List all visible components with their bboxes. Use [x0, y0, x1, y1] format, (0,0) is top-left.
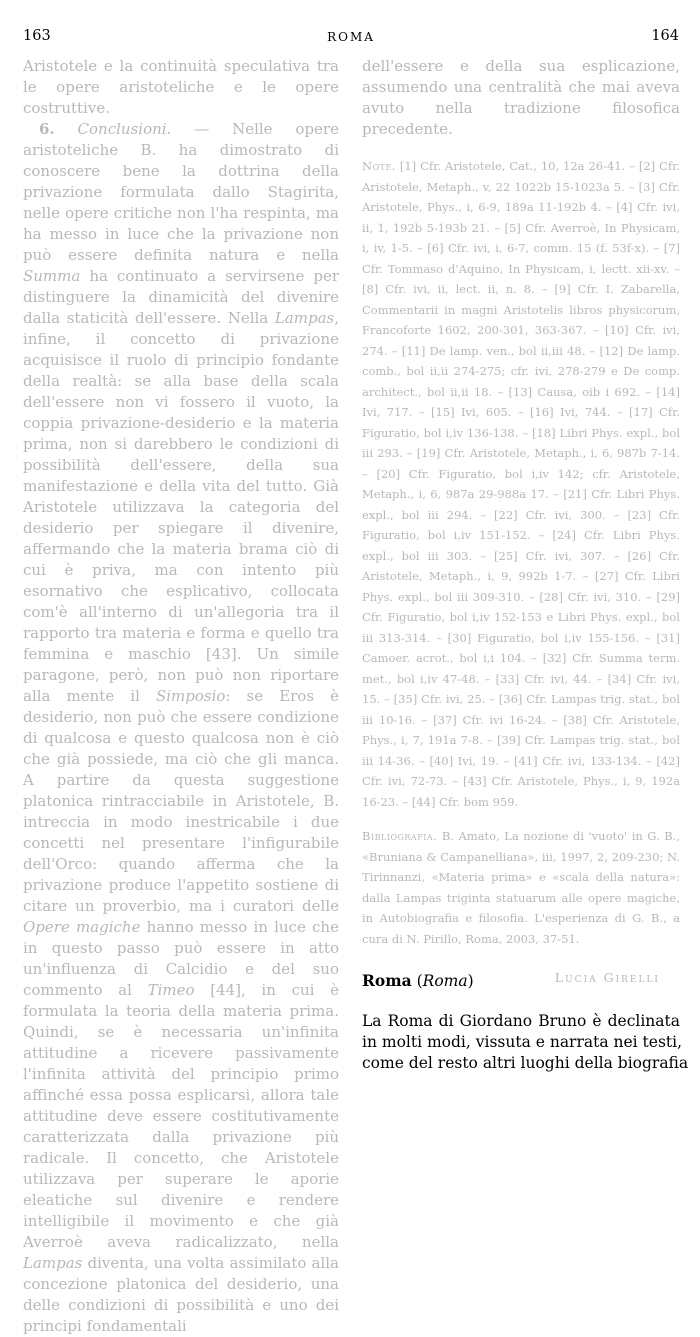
- section-text: — Nelle opere aristoteliche B. ha dimostrato di conoscere bene la dottrina della privazione formulata dallo Stagirita, nelle opere critiche non l'ha respinta, ma ha messo in luce che la privazione non può essere definita natura e nella: [23, 120, 339, 264]
- entry-line: in molti modi, vissuta e narrata nei testi,: [362, 1033, 683, 1051]
- page-header: [23, 26, 679, 48]
- author-signature: Lucia Girelli: [554, 970, 660, 985]
- section-text: ha continuato a servirsene per distinguere la dinamicità del divenire dalla staticità dell'essere. Nella: [23, 267, 339, 327]
- entry-title-italic: Roma: [422, 972, 468, 990]
- entry-title: Roma (Roma): [362, 971, 474, 990]
- section-number: 6.: [39, 120, 55, 138]
- paragraph-continuation: Aristotele e la continuità speculativa tra le opere aristoteliche e le opere costruttive.: [23, 57, 339, 117]
- page-number-left: 163: [23, 28, 51, 44]
- section-text: : se Eros è desiderio, non può che essere condizione di qualcosa e questo qualcosa non è ciò che già possiede, ma ciò che gli manca. A partire da questa suggestione platonica rintracciabile in Aristotele, B. intreccia in modo inestricabile i due concetti nel presentare l'infigurabile dell'Orco: quando afferma che la privazione produce l'appetito sostiene di citare un proverbio, ma i curatori delle: [23, 687, 339, 915]
- notes-text: [1] Cfr. Aristotele, Cat., 10, 12a 26-41. – [2] Cfr. Aristotele, Metaph., v, 22 1022b 15-1023a 5. – [3] Cfr. Aristotele, Phys., i, 6-9, 189a 11-192b 4. – [4] Cfr. ivi, ii, 1, 192b 5-193b 21. – [5] Cfr. Averroè, In Physicam, i, iv, 1-5. – [6] Cfr. ivi, i, 6-7, comm. 15 (f. 53f-x). – [7] Cfr. Tommaso d'Aquino, In Physicam, i, lectt. xii-xv. – [8] Cfr. ivi, ii, lect. ii, n. 8. – [9] Cfr. I. Zabarella, Commentarii in magni Aristotelis libros physicorum, Francoforte 1602, 200-301, 363-367. – [10] Cfr. ivi, 274. – [11] De lamp. ven., bol ii,iii 48. – [12] De lamp. comb., bol ii,ii 274-275; cfr. ivi, 278-279 e De comp. architect., bol ii,ii 18. – [13] Causa, oib i 692. – [14] Ivi, 717. – [15] Ivi, 605. – [16] Ivi, 744. – [17] Cfr. Figuratio, bol i,iv 136-138. – [18] Libri Phys. expl., bol iii 293. – [19] Cfr. Aristotele, Metaph., i, 6, 987b 7-14. – [20] Cfr. Figuratio, bol i,iv 142; cfr. Aristotele, Metaph., i, 6, 987a 29-988a 17. – [21] Cfr. Libri Phys. expl., bol iii 294. – [22] Cfr. ivi, 300. – [23] Cfr. Figuratio, bol i,iv 151-152. – [24] Cfr. Libri Phys. expl., bol iii 303. – [25] Cfr. ivi, 307. – [26] Cfr. Aristotele, Metaph., i, 9, 992b 1-7. – [27] Cfr. Libri Phys. expl., bol iii 309-310. – [28] Cfr. ivi, 310. – [29] Cfr. Figuratio, bol i,iv 152-153 e Libri Phys. expl., bol iii 313-314. – [30] Figuratio, bol i,iv 155-156. – [31] Camoer. acrot., bol i,i 104. – [32] Cfr. Summa term. met., bol i,iv 47-48. – [33] Cfr. ivi, 44. – [34] Cfr. ivi, 15. – [35] Cfr. ivi, 25. – [36] Cfr. Lampas trig. stat., bol iii 10-16. – [37] Cfr. ivi 16-24. – [38] Cfr. Aristotele, Phys., i, 7, 191a 7-8. – [39] Cfr. Lampas trig. stat., bol iii 14-36. – [40] Ivi, 19. – [41] Cfr. ivi, 133-134. – [42] Cfr. ivi, 72-73. – [43] Cfr. Aristotele, Phys., i, 9, 192a 16-23. – [44] Cfr. bom 959.: [362, 159, 680, 809]
- section-text: diventa, una volta assimilato alla concezione platonica del desiderio, una delle condizioni di possibilità e uno dei principi fondamentali: [23, 1254, 339, 1335]
- lampas-title: Lampas: [23, 1254, 83, 1272]
- lampas-title: Lampas: [274, 309, 335, 327]
- summa-title: Summa: [23, 267, 81, 285]
- timeo-title: Timeo: [147, 981, 195, 999]
- conclusions-paragraph: [23, 119, 339, 1337]
- section-text: [44], in cui è formulata la teoria della materia prima. Quindi, se è necessaria un'infinita attitudine a ricevere passivamente l'infinita attività del principio primo affinché essa possa esplicarsi, allora tale attitudine deve essere costitutivamente caratterizzata dalla privazione più radicale. Il concetto, che Aristotele utilizzava per superare le aporie eleatiche sul divenire e rendere intelligibile il movimento e che già Averroè aveva radicalizzato, nella: [23, 981, 339, 1251]
- section-text: , infine, il concetto di privazione acquisisce il ruolo di principio fondante della realtà: se alla base della scala dell'essere non vi fossero il vuoto, la coppia privazione-desiderio e la materia prima, non si darebbero le condizioni di possibilità dell'essere, della sua manifestazione e della vita del tutto. Già Aristotele utilizzava la categoria del desiderio per spiegare il divenire, affermando che la materia brama ciò di cui è priva, ma con intento più esornativo che esplicativo, collocata com'è all'interno di un'allegoria tra il rapporto tra materia e forma e quello tra femmina e maschio [43]. Un simile paragone, però, non può non riportare alla mente il: [23, 309, 339, 705]
- entry-body: [362, 1011, 689, 1074]
- opere-magiche-title: Opere magiche: [23, 918, 141, 936]
- bibliography-text: B. Amato, La nozione di 'vuoto' in G. B., «Bruniana & Campanelliana», iii, 1997, 2, 209-230; N. Tirinnanzi, «Materia prima» e «scala della natura»: dalla Lampas triginta statuarum alle opere magiche, in Autobiografia e filosofia. L'esperienza di G. B., a cura di N. Pirillo, Roma, 2003, 37-51.: [362, 829, 680, 946]
- left-column: [23, 56, 339, 1337]
- entry-line: La Roma di Giordano Bruno è declinata: [362, 1012, 680, 1030]
- section-text: hanno messo in luce che in questo passo può essere in atto un'influenza di Calcidio e del suo commento al: [23, 918, 339, 999]
- notes-label: Note.: [362, 159, 396, 173]
- running-title: ROMA: [327, 30, 375, 44]
- bibliography-label: Bibliografia.: [362, 829, 438, 843]
- section-title: Conclusioni.: [77, 120, 172, 138]
- simposio-title: Simposio: [155, 687, 226, 705]
- bibliography: [362, 826, 680, 949]
- notes: [362, 156, 680, 812]
- entry-title-bold: Roma: [362, 971, 412, 990]
- entry-line: come del resto altri luoghi della biografia: [362, 1054, 689, 1072]
- paragraph-continuation: dell'essere e della sua esplicazione, assumendo una centralità che mai aveva avuto nella tradizione filosofica precedente.: [362, 57, 680, 138]
- right-column: [362, 56, 680, 988]
- page-number-right: 164: [651, 28, 679, 44]
